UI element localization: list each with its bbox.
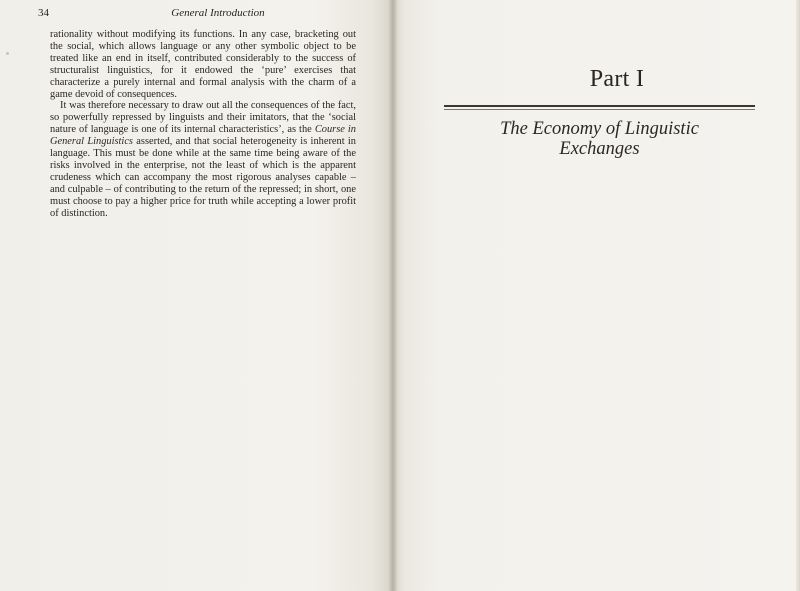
- part-title-line-2: Exchanges: [559, 139, 640, 159]
- left-page: [0, 0, 392, 591]
- body-paragraph: [50, 29, 356, 100]
- body-text: [50, 29, 356, 220]
- paragraph-text: It was therefore necessary to draw out all the consequences of the fact, so powerfully repressed by linguists and their imitators, that the ‘social nature of language is one of its internal characteristics’, as the: [50, 100, 356, 136]
- part-heading: Part I: [589, 66, 645, 92]
- part-title: [444, 119, 755, 159]
- page-smudge: [6, 52, 9, 55]
- running-head-title: General Introduction: [171, 7, 265, 19]
- paragraph-text: rationality without modifying its functions. In any case, bracketing out the social, which allows language or any other symbolic object to be treated like an end in itself, contributed considerably to the success of structuralist linguistics, for it endowed the ‘pure’ exercises that characterize a purely internal and formal analysis with the charm of a game devoid of consequences.: [50, 29, 356, 100]
- part-title-line-1: The Economy of Linguistic: [500, 119, 699, 139]
- page-number: 34: [38, 7, 49, 19]
- heading-rule-thin: [444, 109, 755, 110]
- body-paragraph: [50, 100, 356, 219]
- running-head: [38, 7, 358, 21]
- italic-title: Course in General Linguistics: [50, 124, 356, 148]
- heading-rule-thick: [444, 105, 755, 107]
- paragraph-text: asserted, and that social heterogeneity is inherent in language. This must be done while at the same time being aware of the risks involved in the enterprise, not the least of which is the apparent crudeness which can accompany the most rigorous analyses capable – and culpable – of contributing to the return of the repressed; in short, one must choose to pay a higher price for truth while accepting a lower profit of distinction.: [50, 136, 356, 219]
